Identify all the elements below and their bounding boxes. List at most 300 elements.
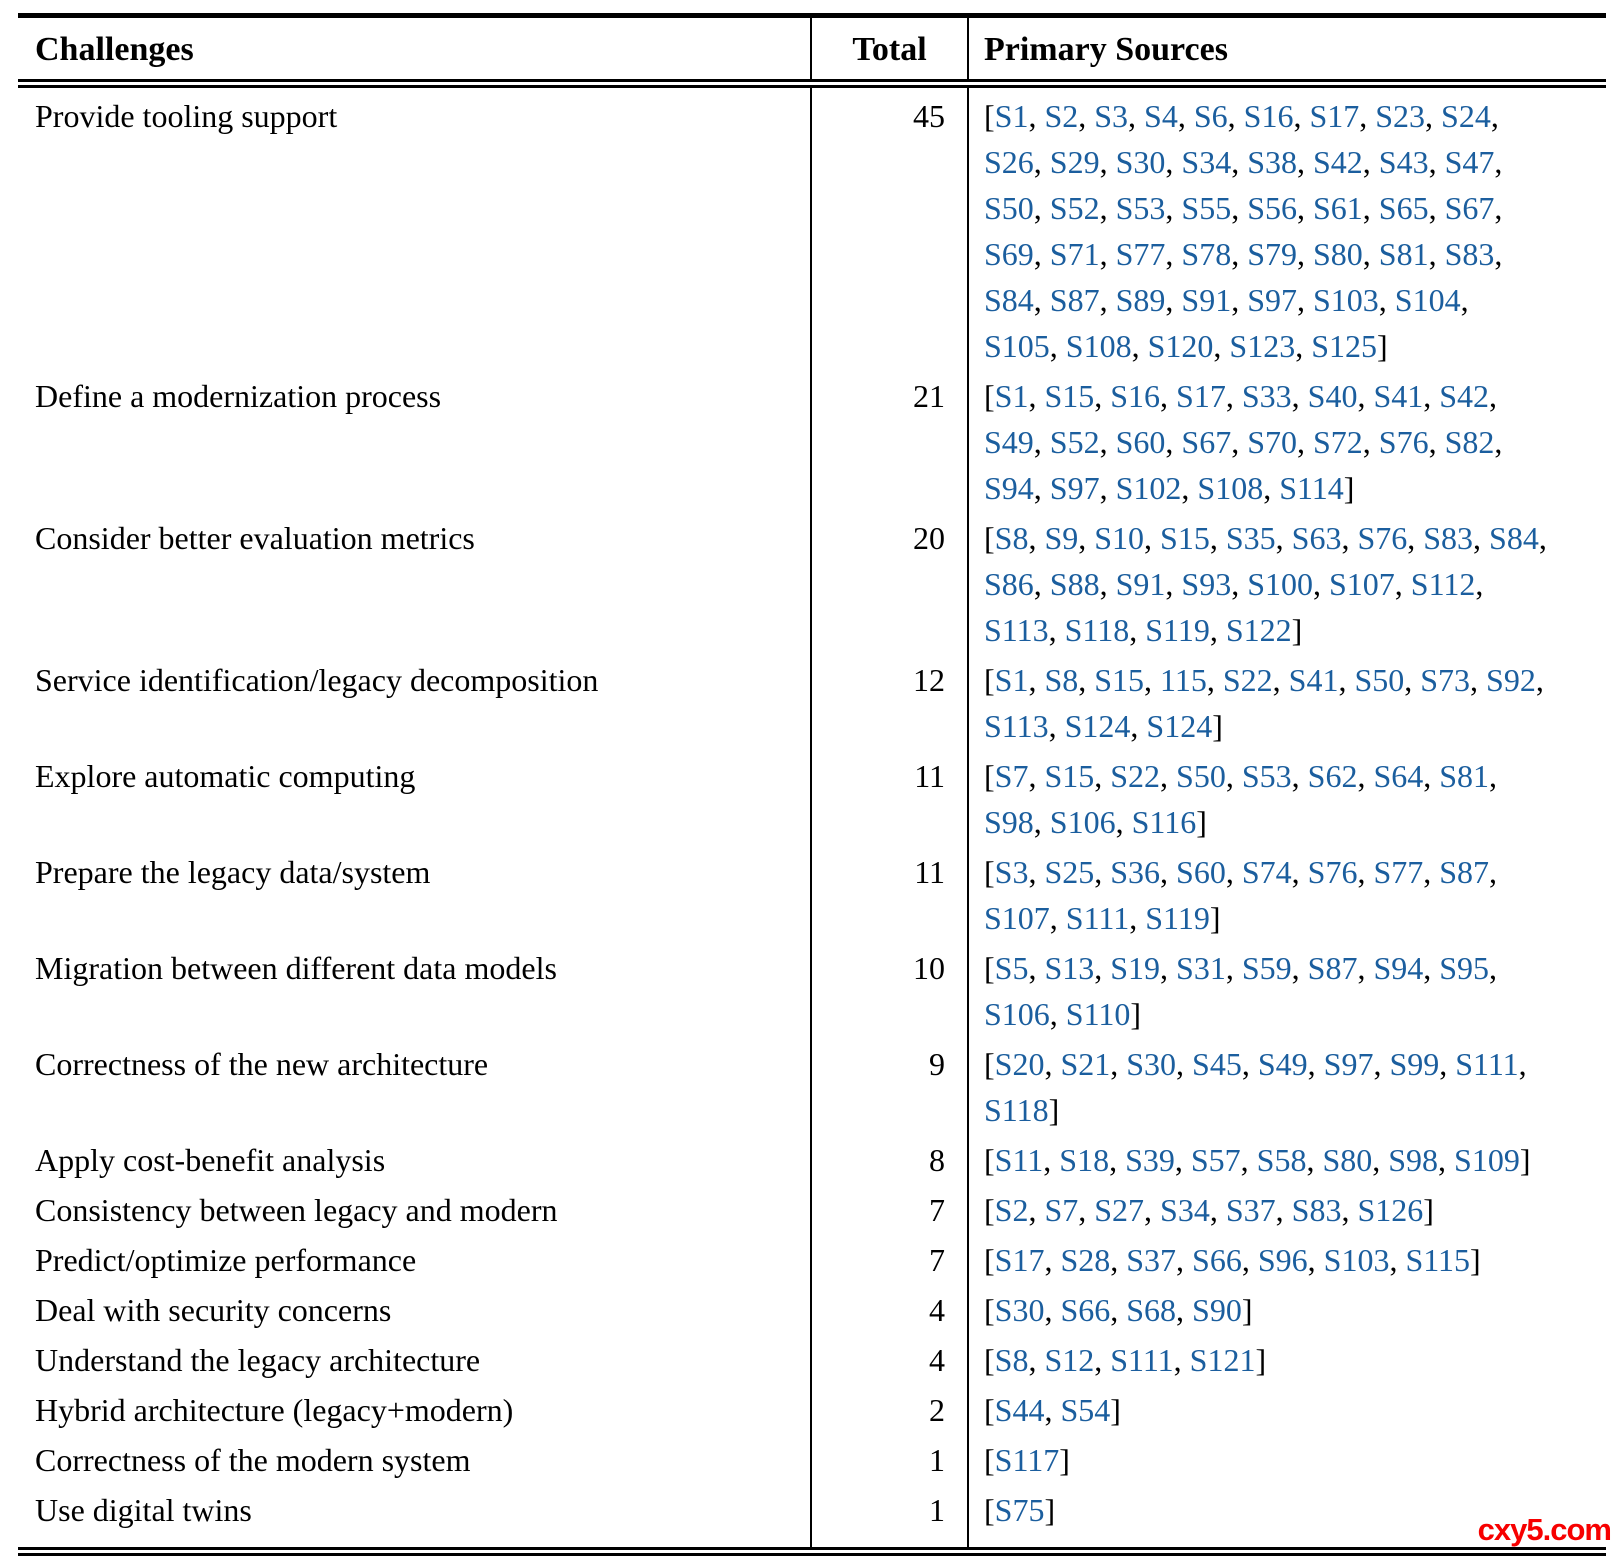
separator: , xyxy=(1362,144,1379,180)
source-ref-link[interactable]: S66 xyxy=(1192,1242,1242,1278)
separator: , xyxy=(1165,282,1182,318)
source-ref-link[interactable]: S88 xyxy=(1049,566,1100,602)
separator: , xyxy=(1109,1142,1126,1178)
total-count: 9 xyxy=(811,1039,968,1135)
separator: , xyxy=(1173,1342,1190,1378)
separator: , xyxy=(1362,190,1379,226)
source-ref-link[interactable]: S59 xyxy=(1241,950,1292,986)
source-ref-link[interactable]: S8 xyxy=(1044,662,1079,698)
separator: , xyxy=(1115,804,1132,840)
challenge-label: Understand the legacy architecture xyxy=(18,1335,811,1385)
source-ref-link[interactable]: S29 xyxy=(1049,144,1100,180)
source-ref-link[interactable]: S37 xyxy=(1225,1192,1276,1228)
separator: , xyxy=(1470,662,1487,698)
separator: , xyxy=(1225,378,1242,414)
source-ref-link[interactable]: S106 xyxy=(984,996,1050,1032)
table-row xyxy=(18,1285,1606,1335)
separator: , xyxy=(1176,1242,1193,1278)
table-row xyxy=(18,1185,1606,1235)
source-ref-link[interactable]: S7 xyxy=(1044,1192,1079,1228)
source-ref-link[interactable]: S22 xyxy=(1222,662,1273,698)
close-bracket: ] xyxy=(1212,708,1223,744)
source-ref-link[interactable]: S17 xyxy=(994,1242,1045,1278)
separator: , xyxy=(1225,854,1242,890)
source-ref-link[interactable]: S76 xyxy=(1357,520,1408,556)
source-ref-link[interactable]: S28 xyxy=(1060,1242,1111,1278)
source-ref-link[interactable]: S118 xyxy=(1064,612,1130,648)
challenges-table xyxy=(18,13,1606,1556)
source-ref-link[interactable]: S69 xyxy=(984,236,1034,272)
sources-list xyxy=(968,371,1606,513)
source-ref-link[interactable]: S94 xyxy=(984,470,1034,506)
separator: , xyxy=(1144,520,1161,556)
source-ref-link[interactable]: S74 xyxy=(1241,854,1292,890)
source-ref-link[interactable]: S34 xyxy=(1160,1192,1210,1228)
source-ref-link[interactable]: S120 xyxy=(1147,328,1214,364)
source-ref-link[interactable]: S81 xyxy=(1378,236,1429,272)
source-ref-link[interactable]: S107 xyxy=(984,900,1050,936)
source-ref-link[interactable]: S41 xyxy=(1373,378,1424,414)
source-ref-link[interactable]: S30 xyxy=(1115,144,1166,180)
source-ref-link[interactable]: S121 xyxy=(1189,1342,1256,1378)
challenge-label: Consistency between legacy and modern xyxy=(18,1185,811,1235)
open-bracket: [ xyxy=(984,1442,995,1478)
total-count: 11 xyxy=(811,847,968,943)
close-bracket: ] xyxy=(1110,1392,1121,1428)
source-ref-link[interactable]: S111 xyxy=(1455,1046,1519,1082)
separator: , xyxy=(1094,378,1111,414)
separator: , xyxy=(1425,98,1442,134)
source-ref-link[interactable]: S24 xyxy=(1441,98,1491,134)
source-ref-link[interactable]: S22 xyxy=(1110,758,1161,794)
separator: , xyxy=(1439,1046,1456,1082)
source-ref-link[interactable]: S50 xyxy=(984,190,1034,226)
separator: , xyxy=(1128,98,1145,134)
table-row xyxy=(18,943,1606,1039)
separator: , xyxy=(1028,662,1045,698)
source-ref-link[interactable]: S36 xyxy=(1110,854,1161,890)
source-ref-link[interactable]: S104 xyxy=(1394,282,1461,318)
source-ref-link[interactable]: S125 xyxy=(1311,328,1377,364)
close-bracket: ] xyxy=(1291,612,1303,648)
source-ref-link[interactable]: S15 xyxy=(1160,520,1210,556)
source-ref-link[interactable]: S116 xyxy=(1131,804,1197,840)
source-ref-link[interactable]: S102 xyxy=(1115,470,1182,506)
open-bracket: [ xyxy=(984,520,995,556)
source-ref-link[interactable]: 115 xyxy=(1160,662,1207,698)
separator: , xyxy=(1176,1292,1193,1328)
source-ref-link[interactable]: S30 xyxy=(994,1292,1045,1328)
source-ref-link[interactable]: S35 xyxy=(1225,520,1276,556)
separator: , xyxy=(1231,190,1248,226)
separator: , xyxy=(1130,708,1147,744)
sources-list xyxy=(968,1435,1606,1485)
source-ref-link[interactable]: S84 xyxy=(984,282,1034,318)
source-ref-link[interactable]: S45 xyxy=(1192,1046,1242,1082)
source-ref-link[interactable]: S15 xyxy=(1044,378,1095,414)
source-ref-link[interactable]: S87 xyxy=(1307,950,1358,986)
source-ref-link[interactable]: S20 xyxy=(994,1046,1045,1082)
source-ref-link[interactable]: S117 xyxy=(994,1442,1060,1478)
source-ref-link[interactable]: S76 xyxy=(1307,854,1358,890)
source-ref-link[interactable]: S40 xyxy=(1307,378,1358,414)
source-ref-link[interactable]: S71 xyxy=(1049,236,1100,272)
total-count: 1 xyxy=(811,1435,968,1485)
source-ref-link[interactable]: S80 xyxy=(1322,1142,1373,1178)
source-ref-link[interactable]: S19 xyxy=(1110,950,1161,986)
source-ref-link[interactable]: S118 xyxy=(984,1092,1049,1128)
separator: , xyxy=(1423,854,1440,890)
separator: , xyxy=(1094,950,1111,986)
separator: , xyxy=(1473,520,1490,556)
challenge-label: Use digital twins xyxy=(18,1485,811,1552)
sources-list xyxy=(968,1039,1606,1135)
source-ref-link[interactable]: S126 xyxy=(1357,1192,1424,1228)
source-ref-link[interactable]: S79 xyxy=(1247,236,1297,272)
separator: , xyxy=(1338,662,1355,698)
separator: , xyxy=(1494,190,1503,226)
source-ref-link[interactable]: S73 xyxy=(1420,662,1471,698)
separator: , xyxy=(1044,1046,1061,1082)
source-ref-link[interactable]: S23 xyxy=(1375,98,1426,134)
source-ref-link[interactable]: S86 xyxy=(984,566,1034,602)
source-ref-link[interactable]: S112 xyxy=(1410,566,1476,602)
source-ref-link[interactable]: S110 xyxy=(1065,996,1131,1032)
source-ref-link[interactable]: S39 xyxy=(1125,1142,1175,1178)
source-ref-link[interactable]: S43 xyxy=(1378,144,1429,180)
table-row xyxy=(18,1235,1606,1285)
separator: , xyxy=(1099,470,1116,506)
source-ref-link[interactable]: S97 xyxy=(1247,282,1297,318)
source-ref-link[interactable]: S50 xyxy=(1354,662,1405,698)
source-ref-link[interactable]: S3 xyxy=(994,854,1029,890)
open-bracket: [ xyxy=(984,1292,995,1328)
source-ref-link[interactable]: S84 xyxy=(1489,520,1539,556)
source-ref-link[interactable]: S94 xyxy=(1373,950,1424,986)
source-ref-link[interactable]: S108 xyxy=(1197,470,1264,506)
table-row xyxy=(18,1335,1606,1385)
source-ref-link[interactable]: S87 xyxy=(1049,282,1100,318)
source-ref-link[interactable]: S124 xyxy=(1146,708,1213,744)
source-ref-link[interactable]: S96 xyxy=(1257,1242,1308,1278)
source-ref-link[interactable]: S89 xyxy=(1115,282,1166,318)
source-ref-link[interactable]: S57 xyxy=(1190,1142,1241,1178)
separator: , xyxy=(1044,1292,1061,1328)
sources-list xyxy=(968,513,1606,655)
separator: , xyxy=(1209,520,1226,556)
source-ref-link[interactable]: S33 xyxy=(1241,378,1292,414)
separator: , xyxy=(1094,758,1111,794)
source-ref-link[interactable]: S10 xyxy=(1094,520,1145,556)
source-ref-link[interactable]: S83 xyxy=(1291,1192,1342,1228)
source-ref-link[interactable]: S78 xyxy=(1181,236,1232,272)
separator: , xyxy=(1099,190,1116,226)
source-ref-link[interactable]: S64 xyxy=(1373,758,1424,794)
separator: , xyxy=(1231,424,1248,460)
source-ref-link[interactable]: S103 xyxy=(1312,282,1379,318)
source-ref-link[interactable]: S98 xyxy=(984,804,1034,840)
challenge-label: Service identification/legacy decomposition xyxy=(18,655,811,751)
open-bracket: [ xyxy=(984,1492,995,1528)
header-row xyxy=(18,16,1606,84)
source-ref-link[interactable]: S52 xyxy=(1049,190,1100,226)
source-ref-link[interactable]: S55 xyxy=(1181,190,1232,226)
sources-list xyxy=(968,1385,1606,1435)
source-ref-link[interactable]: S87 xyxy=(1439,854,1490,890)
source-ref-link[interactable]: S97 xyxy=(1323,1046,1374,1082)
challenge-label: Consider better evaluation metrics xyxy=(18,513,811,655)
separator: , xyxy=(1291,378,1308,414)
source-ref-link[interactable]: S105 xyxy=(984,328,1050,364)
separator: , xyxy=(1428,424,1445,460)
separator: , xyxy=(1241,1242,1258,1278)
source-ref-link[interactable]: S83 xyxy=(1444,236,1495,272)
source-ref-link[interactable]: S12 xyxy=(1044,1342,1095,1378)
open-bracket: [ xyxy=(984,950,995,986)
source-ref-link[interactable]: S92 xyxy=(1486,662,1536,698)
separator: , xyxy=(1044,1242,1061,1278)
close-bracket: ] xyxy=(1209,900,1221,936)
source-ref-link[interactable]: S70 xyxy=(1247,424,1297,460)
close-bracket: ] xyxy=(1255,1342,1267,1378)
source-ref-link[interactable]: S82 xyxy=(1444,424,1495,460)
source-ref-link[interactable]: S5 xyxy=(994,950,1029,986)
source-ref-link[interactable]: S108 xyxy=(1065,328,1132,364)
source-ref-link[interactable]: S76 xyxy=(1378,424,1429,460)
close-bracket: ] xyxy=(1343,470,1355,506)
source-ref-link[interactable]: S115 xyxy=(1405,1242,1471,1278)
separator: , xyxy=(1078,98,1095,134)
source-ref-link[interactable]: S7 xyxy=(994,758,1029,794)
source-ref-link[interactable]: S6 xyxy=(1193,98,1228,134)
source-ref-link[interactable]: S50 xyxy=(1176,758,1226,794)
source-ref-link[interactable]: S11 xyxy=(994,1142,1044,1178)
source-ref-link[interactable]: S16 xyxy=(1110,378,1161,414)
separator: , xyxy=(1489,378,1498,414)
source-ref-link[interactable]: S8 xyxy=(994,1342,1029,1378)
separator: , xyxy=(1033,470,1050,506)
challenge-label: Explore automatic computing xyxy=(18,751,811,847)
source-ref-link[interactable]: S109 xyxy=(1454,1142,1520,1178)
source-ref-link[interactable]: S47 xyxy=(1444,144,1495,180)
sources-list xyxy=(968,84,1606,372)
separator: , xyxy=(1275,1192,1292,1228)
separator: , xyxy=(1296,190,1313,226)
source-ref-link[interactable]: S27 xyxy=(1094,1192,1145,1228)
source-ref-link[interactable]: S13 xyxy=(1044,950,1095,986)
challenge-label: Apply cost-benefit analysis xyxy=(18,1135,811,1185)
separator: , xyxy=(1291,854,1308,890)
source-ref-link[interactable]: S124 xyxy=(1064,708,1131,744)
source-ref-link[interactable]: S42 xyxy=(1312,144,1363,180)
separator: , xyxy=(1407,520,1424,556)
separator: , xyxy=(1110,1242,1127,1278)
source-ref-link[interactable]: S75 xyxy=(994,1492,1045,1528)
source-ref-link[interactable]: S2 xyxy=(1044,98,1079,134)
source-ref-link[interactable]: S15 xyxy=(1044,758,1095,794)
source-ref-link[interactable]: S49 xyxy=(1257,1046,1308,1082)
source-ref-link[interactable]: S25 xyxy=(1044,854,1095,890)
sources-list xyxy=(968,1235,1606,1285)
source-ref-link[interactable]: S34 xyxy=(1181,144,1232,180)
separator: , xyxy=(1160,378,1177,414)
source-ref-link[interactable]: S8 xyxy=(994,520,1029,556)
source-ref-link[interactable]: S67 xyxy=(1444,190,1495,226)
source-ref-link[interactable]: S60 xyxy=(1115,424,1166,460)
table-row xyxy=(18,1135,1606,1185)
table-row xyxy=(18,1485,1606,1552)
source-ref-link[interactable]: S119 xyxy=(1145,612,1210,648)
separator: , xyxy=(1033,190,1050,226)
source-ref-link[interactable]: S1 xyxy=(994,662,1029,698)
separator: , xyxy=(1028,98,1045,134)
source-ref-link[interactable]: S83 xyxy=(1423,520,1474,556)
separator: , xyxy=(1489,950,1498,986)
source-ref-link[interactable]: S2 xyxy=(994,1192,1029,1228)
separator: , xyxy=(1099,424,1116,460)
source-ref-link[interactable]: S15 xyxy=(1094,662,1145,698)
table-row xyxy=(18,513,1606,655)
total-count: 7 xyxy=(811,1185,968,1235)
open-bracket: [ xyxy=(984,854,995,890)
source-ref-link[interactable]: S66 xyxy=(1060,1292,1111,1328)
source-ref-link[interactable]: S4 xyxy=(1144,98,1178,134)
source-ref-link[interactable]: S113 xyxy=(984,708,1049,744)
source-ref-link[interactable]: S42 xyxy=(1439,378,1490,414)
source-ref-link[interactable]: S81 xyxy=(1439,758,1490,794)
source-ref-link[interactable]: S68 xyxy=(1126,1292,1177,1328)
source-ref-link[interactable]: S99 xyxy=(1389,1046,1440,1082)
source-ref-link[interactable]: S41 xyxy=(1288,662,1339,698)
separator: , xyxy=(1306,1142,1323,1178)
source-ref-link[interactable]: S122 xyxy=(1225,612,1292,648)
close-bracket: ] xyxy=(1130,996,1142,1032)
separator: , xyxy=(1181,470,1198,506)
separator: , xyxy=(1357,854,1374,890)
source-ref-link[interactable]: S77 xyxy=(1115,236,1166,272)
separator: , xyxy=(1227,98,1244,134)
separator: , xyxy=(1307,1046,1324,1082)
source-ref-link[interactable]: S72 xyxy=(1312,424,1363,460)
source-ref-link[interactable]: S56 xyxy=(1247,190,1297,226)
separator: , xyxy=(1209,1192,1226,1228)
source-ref-link[interactable]: S26 xyxy=(984,144,1034,180)
header-primary-sources: Primary Sources xyxy=(968,16,1606,84)
separator: , xyxy=(1295,328,1312,364)
source-ref-link[interactable]: S53 xyxy=(1115,190,1166,226)
separator: , xyxy=(1165,144,1182,180)
source-ref-link[interactable]: S60 xyxy=(1176,854,1226,890)
source-ref-link[interactable]: S111 xyxy=(1065,900,1130,936)
source-ref-link[interactable]: S90 xyxy=(1192,1292,1242,1328)
source-ref-link[interactable]: S91 xyxy=(1115,566,1166,602)
source-ref-link[interactable]: S93 xyxy=(1181,566,1232,602)
source-ref-link[interactable]: S49 xyxy=(984,424,1034,460)
source-ref-link[interactable]: S63 xyxy=(1291,520,1342,556)
source-ref-link[interactable]: S58 xyxy=(1256,1142,1307,1178)
source-ref-link[interactable]: S91 xyxy=(1181,282,1232,318)
separator: , xyxy=(1535,662,1544,698)
separator: , xyxy=(1494,144,1503,180)
source-ref-link[interactable]: S97 xyxy=(1049,470,1100,506)
source-ref-link[interactable]: S54 xyxy=(1060,1392,1111,1428)
source-ref-link[interactable]: S44 xyxy=(994,1392,1045,1428)
separator: , xyxy=(1438,1142,1455,1178)
source-ref-link[interactable]: S77 xyxy=(1373,854,1424,890)
source-ref-link[interactable]: S16 xyxy=(1243,98,1294,134)
separator: , xyxy=(1394,566,1411,602)
separator: , xyxy=(1291,758,1308,794)
source-ref-link[interactable]: S95 xyxy=(1439,950,1490,986)
source-ref-link[interactable]: S80 xyxy=(1312,236,1363,272)
source-ref-link[interactable]: S3 xyxy=(1094,98,1129,134)
source-ref-link[interactable]: S17 xyxy=(1176,378,1226,414)
source-ref-link[interactable]: S113 xyxy=(984,612,1049,648)
source-ref-link[interactable]: S18 xyxy=(1059,1142,1110,1178)
source-ref-link[interactable]: S1 xyxy=(994,98,1029,134)
open-bracket: [ xyxy=(984,1046,995,1082)
source-ref-link[interactable]: S37 xyxy=(1126,1242,1177,1278)
separator: , xyxy=(1378,282,1395,318)
source-ref-link[interactable]: S111 xyxy=(1110,1342,1174,1378)
source-ref-link[interactable]: S62 xyxy=(1307,758,1358,794)
total-count: 7 xyxy=(811,1235,968,1285)
source-ref-link[interactable]: S30 xyxy=(1126,1046,1177,1082)
table-row xyxy=(18,1385,1606,1435)
source-ref-link[interactable]: S100 xyxy=(1247,566,1313,602)
challenge-label: Correctness of the new architecture xyxy=(18,1039,811,1135)
source-ref-link[interactable]: S52 xyxy=(1049,424,1100,460)
separator: , xyxy=(1174,1142,1191,1178)
open-bracket: [ xyxy=(984,1242,995,1278)
total-count: 1 xyxy=(811,1485,968,1552)
separator: , xyxy=(1033,236,1050,272)
separator: , xyxy=(1475,566,1484,602)
source-ref-link[interactable]: S38 xyxy=(1247,144,1297,180)
source-ref-link[interactable]: S107 xyxy=(1328,566,1395,602)
source-ref-link[interactable]: S106 xyxy=(1049,804,1116,840)
source-ref-link[interactable]: S98 xyxy=(1388,1142,1439,1178)
separator: , xyxy=(1231,566,1248,602)
source-ref-link[interactable]: S53 xyxy=(1241,758,1292,794)
separator: , xyxy=(1048,612,1065,648)
source-ref-link[interactable]: S31 xyxy=(1176,950,1226,986)
source-ref-link[interactable]: S103 xyxy=(1323,1242,1390,1278)
separator: , xyxy=(1033,566,1050,602)
source-ref-link[interactable]: S123 xyxy=(1229,328,1296,364)
separator: , xyxy=(1357,950,1374,986)
separator: , xyxy=(1373,1046,1390,1082)
source-ref-link[interactable]: S9 xyxy=(1044,520,1079,556)
source-ref-link[interactable]: S119 xyxy=(1145,900,1210,936)
separator: , xyxy=(1241,1046,1258,1082)
source-ref-link[interactable]: S17 xyxy=(1309,98,1360,134)
separator: , xyxy=(1043,1142,1060,1178)
separator: , xyxy=(1341,1192,1358,1228)
total-count: 20 xyxy=(811,513,968,655)
source-ref-link[interactable]: S67 xyxy=(1181,424,1232,460)
source-ref-link[interactable]: S114 xyxy=(1279,470,1344,506)
source-ref-link[interactable]: S21 xyxy=(1060,1046,1111,1082)
separator: , xyxy=(1538,520,1547,556)
source-ref-link[interactable]: S61 xyxy=(1312,190,1363,226)
source-ref-link[interactable]: S1 xyxy=(994,378,1029,414)
close-bracket: ] xyxy=(1059,1442,1070,1478)
separator: , xyxy=(1099,144,1116,180)
source-ref-link[interactable]: S65 xyxy=(1378,190,1429,226)
separator: , xyxy=(1160,758,1177,794)
separator: , xyxy=(1272,662,1289,698)
